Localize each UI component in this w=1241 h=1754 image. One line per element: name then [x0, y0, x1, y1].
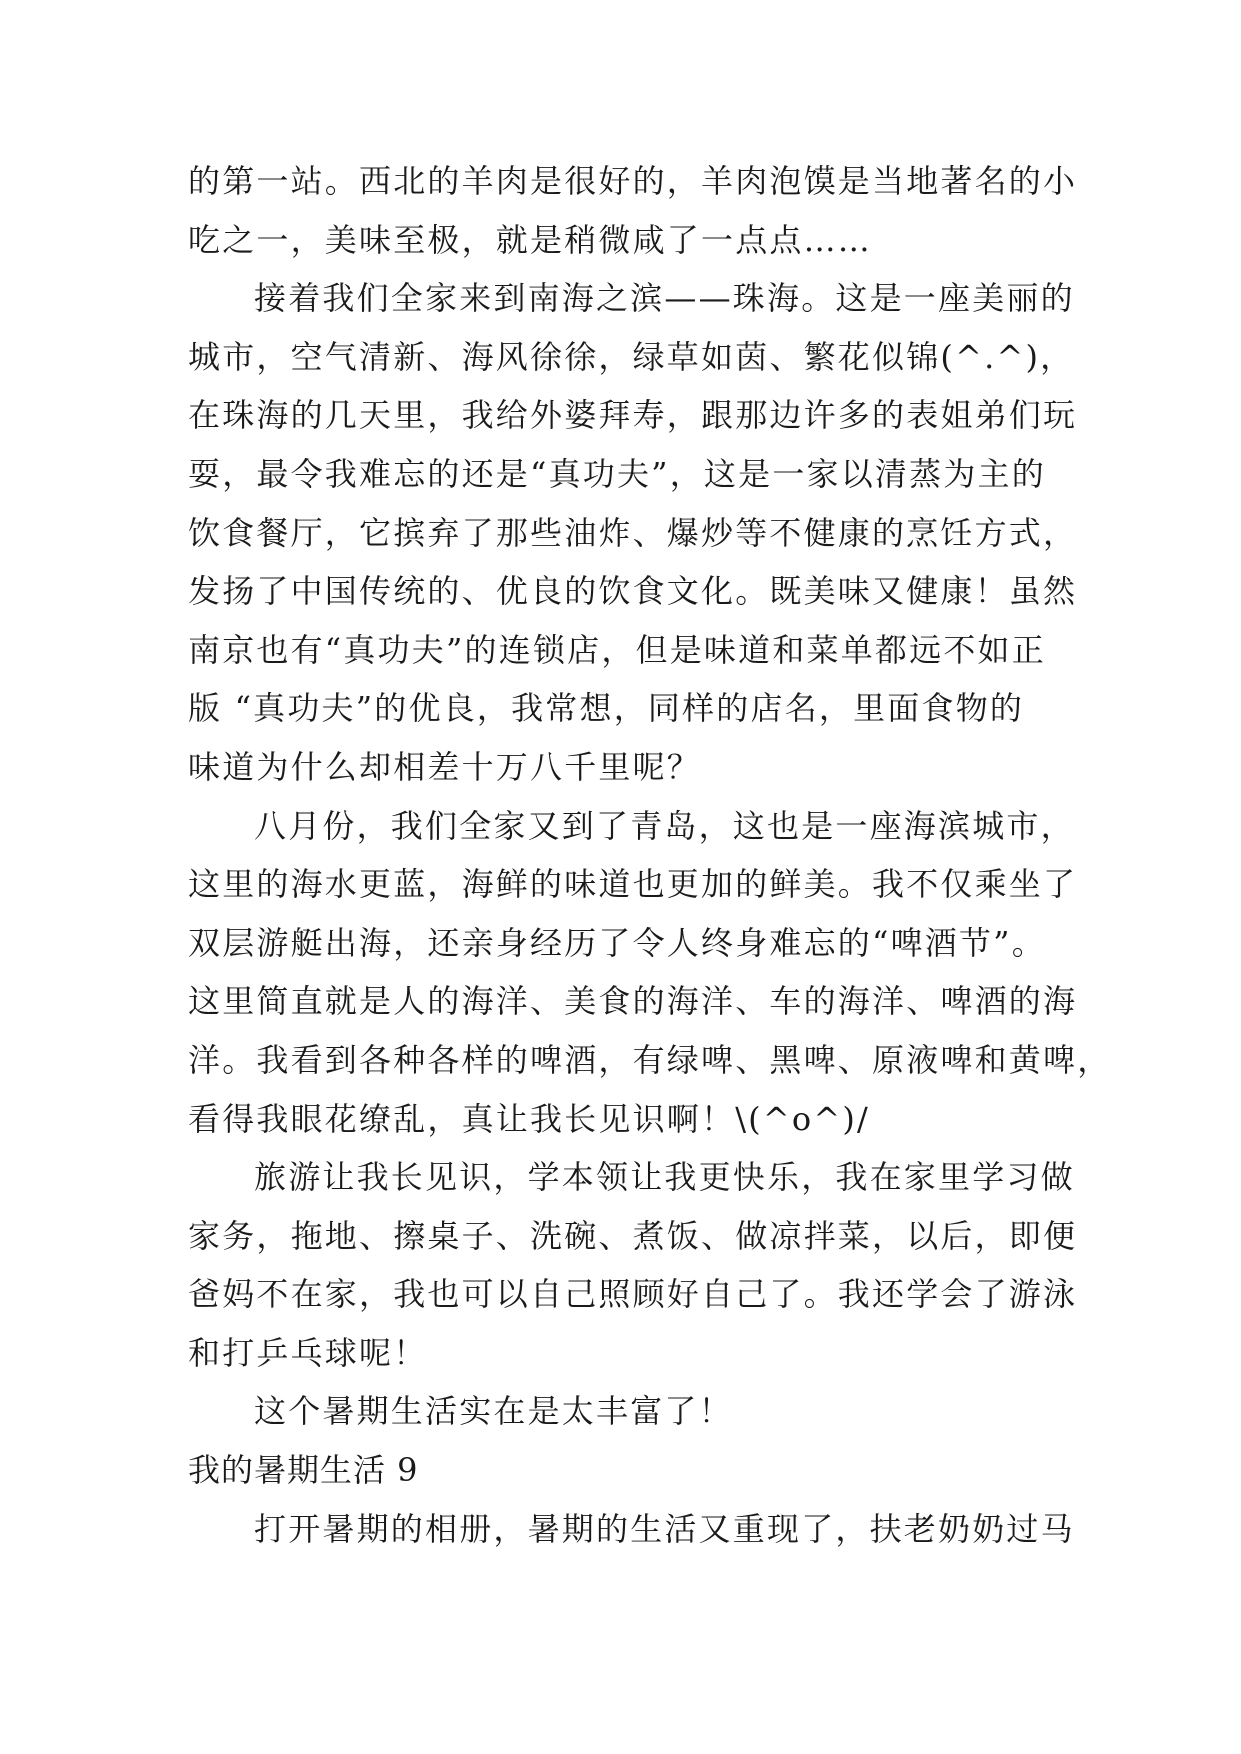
- text-line: 洋。我看到各种各样的啤酒，有绿啤、黑啤、原液啤和黄啤，: [188, 1040, 1112, 1079]
- text-line: 发扬了中国传统的、优良的饮食文化。既美味又健康！虽然: [188, 572, 1078, 611]
- paragraph-start-line: 接着我们全家来到南海之滨——珠海。这是一座美丽的: [254, 279, 1075, 318]
- document-body: [188, 152, 1112, 1558]
- text-line: 和打乒乓球呢！: [188, 1333, 428, 1372]
- text-line: 这里的海水更蓝，海鲜的味道也更加的鲜美。我不仅乘坐了: [188, 865, 1078, 904]
- text-line: 吃之一，美味至极，就是稍微咸了一点点……: [188, 220, 873, 259]
- text-line: 双层游艇出海，还亲身经历了令人终身难忘的“啤酒节”。: [188, 923, 1046, 962]
- text-line: 这里简直就是人的海洋、美食的海洋、车的海洋、啤酒的海: [188, 982, 1078, 1021]
- text-line: 家务，拖地、擦桌子、洗碗、煮饭、做凉拌菜，以后，即便: [188, 1216, 1078, 1255]
- paragraph-start-line: 这个暑期生活实在是太丰富了！: [254, 1392, 733, 1431]
- text-line: 城市，空气清新、海风徐徐，绿草如茵、繁花似锦(^.^)，: [188, 337, 1075, 376]
- text-line: 饮食餐厅，它摈弃了那些油炸、爆炒等不健康的烹饪方式，: [188, 513, 1078, 552]
- text-line: 爸妈不在家，我也可以自己照顾好自己了。我还学会了游泳: [188, 1275, 1078, 1314]
- text-line: 南京也有“真功夫”的连锁店，但是味道和菜单都远不如正: [188, 630, 1046, 669]
- text-line: 的第一站。西北的羊肉是很好的，羊肉泡馍是当地著名的小: [188, 162, 1078, 200]
- text-line: 味道为什么却相差十万八千里呢？: [188, 747, 702, 786]
- paragraph-start-line: 八月份，我们全家又到了青岛，这也是一座海滨城市，: [254, 806, 1075, 845]
- paragraph-start-line: 打开暑期的相册，暑期的生活又重现了，扶老奶奶过马: [254, 1509, 1075, 1548]
- text-line: 看得我眼花缭乱，真让我长见识啊！\(^o^)/: [188, 1099, 871, 1138]
- section-title: 我的暑期生活 9: [188, 1451, 419, 1490]
- text-line: 版 “真功夫”的优良，我常想，同样的店名，里面食物的: [188, 689, 1025, 728]
- paragraph-start-line: 旅游让我长见识，学本领让我更快乐，我在家里学习做: [254, 1158, 1075, 1197]
- text-line: 在珠海的几天里，我给外婆拜寿，跟那边许多的表姐弟们玩: [188, 396, 1078, 435]
- text-line: 耍，最令我难忘的还是“真功夫”，这是一家以清蒸为主的: [188, 454, 1046, 493]
